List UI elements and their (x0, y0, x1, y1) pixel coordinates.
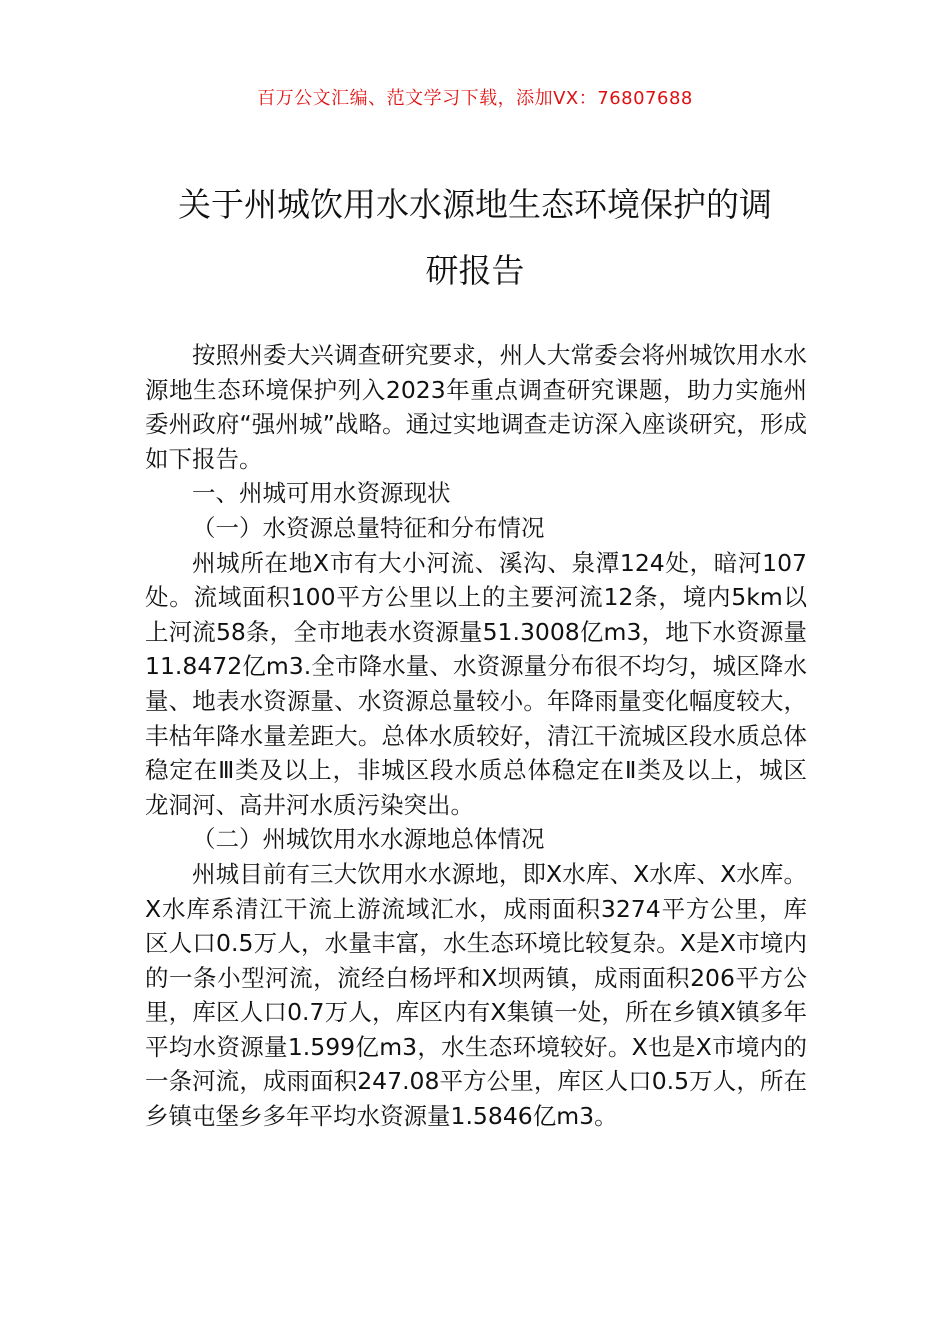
paragraph-water-resources: 州城所在地X市有大小河流、溪沟、泉潭124处，暗河107处。流域面积100平方公里以上的主要河流12条，境内5km以上河流58条，全市地表水资源量51.3008亿m3，地下水资源量11.8472亿m3.全市降水量、水资源量分布很不均匀，城区降水量、地表水资源量、水资源总量较小。年降雨量变化幅度较大，丰枯年降水量差距大。总体水质较好，清江干流城区段水质总体稳定在Ⅲ类及以上，非城区段水质总体稳定在Ⅱ类及以上，城区龙洞河、高井河水质污染突出。 (145, 548, 807, 819)
header-note: 百万公文汇编、范文学习下载，添加VX：76807688 (257, 88, 693, 109)
section-heading-1: 一、州城可用水资源现状 (192, 479, 451, 508)
subsection-heading-2: （二）州城饮用水水源地总体情况 (192, 825, 545, 854)
title-line-2: 研报告 (425, 251, 525, 290)
paragraph-water-sources: 州城目前有三大饮用水水源地，即X水库、X水库、X水库。X水库系清江干流上游流域汇水，成雨面积3274平方公里，库区人口0.5万人，水量丰富，水生态环境比较复杂。X是X市境内的一条小型河流，流经白杨坪和X坝两镇，成雨面积206平方公里，库区人口0.7万人，库区内有X集镇一处，所在乡镇X镇多年平均水资源量1.599亿m3，水生态环境较好。X也是X市境内的一条河流，成雨面积247.08平方公里，库区人口0.5万人，所在乡镇屯堡乡多年平均水资源量1.5846亿m3。 (145, 859, 807, 1131)
document-title (145, 172, 805, 304)
subsection-heading-1: （一）水资源总量特征和分布情况 (192, 513, 545, 542)
document-body (145, 338, 807, 1134)
title-line-1: 关于州城饮用水水源地生态环境保护的调 (178, 185, 772, 224)
paragraph-intro: 按照州委大兴调查研究要求，州人大常委会将州城饮用水水源地生态环境保护列入2023年重点调查研究课题，助力实施州委州政府“强州城”战略。通过实地调查走访深入座谈研究，形成如下报告。 (145, 341, 807, 473)
